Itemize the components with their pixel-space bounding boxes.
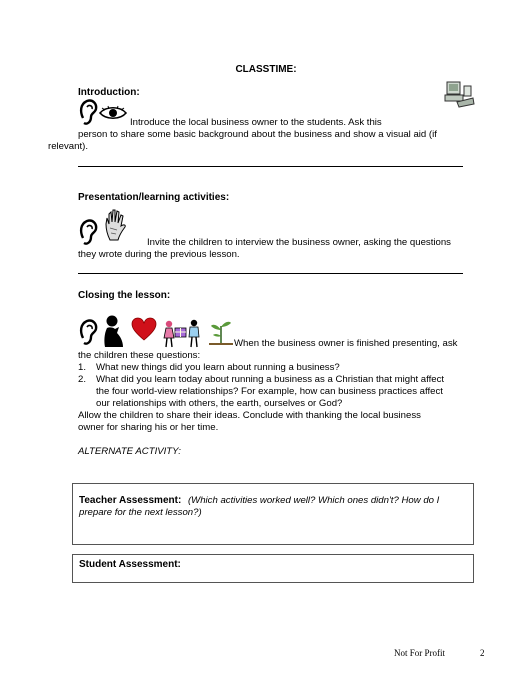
section-divider [78, 166, 463, 167]
presentation-text-line2: they wrote during the previous lesson. [78, 249, 240, 260]
closing-intro-line2: the children these questions: [78, 350, 201, 361]
question-number: 1. [78, 362, 87, 373]
introduction-heading: Introduction: [78, 87, 140, 98]
closing-after-line2: owner for sharing his or her time. [78, 422, 219, 433]
question-number: 2. [78, 374, 87, 385]
page-number: 2 [480, 648, 485, 658]
closing-after-line1: Allow the children to share their ideas. Conclude with thanking the local business [78, 410, 421, 421]
ear-icon [78, 318, 98, 346]
introduction-text-line3: relevant). [48, 141, 88, 152]
footer-note: Not For Profit [394, 648, 446, 658]
question-text: What new things did you learn about running a business? [96, 362, 340, 373]
gift-giving-icon [162, 316, 202, 348]
teacher-assessment-prompt: prepare for the next lesson?) [79, 507, 202, 518]
teacher-assessment-label: Teacher Assessment: [79, 495, 182, 506]
closing-heading: Closing the lesson: [78, 290, 171, 301]
hand-icon [104, 208, 128, 242]
teacher-assessment-box[interactable] [72, 483, 474, 545]
ear-icon [78, 98, 98, 126]
alternate-activity-label: ALTERNATE ACTIVITY: [78, 446, 181, 457]
section-divider [78, 273, 463, 274]
presentation-heading: Presentation/learning activities: [78, 192, 230, 203]
question-text: What did you learn today about running a business as a Christian that might affect [96, 374, 445, 385]
ear-icon [78, 218, 98, 246]
page-title: CLASSTIME: [235, 64, 297, 75]
computer-icon [443, 80, 475, 108]
introduction-text-line1: Introduce the local business owner to the students. Ask this [130, 117, 382, 128]
presentation-text-line1: Invite the children to interview the business owner, asking the questions [147, 237, 451, 248]
heart-icon [131, 317, 157, 341]
student-assessment-box[interactable] [72, 554, 474, 583]
question-text: the four world-view relationships? For example, how can business practices affect [96, 386, 443, 397]
teacher-assessment-prompt: (Which activities worked well? Which ones didn't? How do I [187, 495, 440, 506]
introduction-text-line2: person to share some basic background about the business and show a visual aid (if [78, 129, 437, 140]
eye-icon [99, 106, 127, 120]
student-assessment-label: Student Assessment: [79, 559, 181, 570]
praying-child-icon [102, 314, 126, 348]
sprout-icon [207, 316, 235, 346]
question-text: our relationships with others, the earth, ourselves or God? [96, 398, 343, 409]
closing-intro-tail: When the business owner is finished presenting, ask [234, 338, 458, 349]
